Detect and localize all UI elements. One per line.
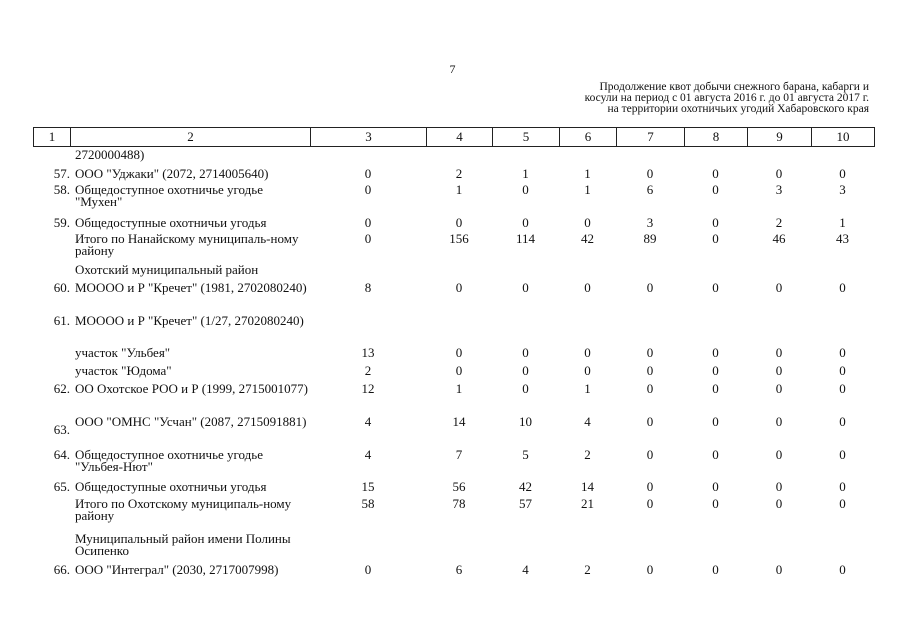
value-col-8: 0 xyxy=(712,479,719,494)
value-col-6: 0 xyxy=(584,280,591,295)
column-header-2: 2 xyxy=(71,128,311,147)
table-row xyxy=(33,233,874,264)
value-col-8: 0 xyxy=(712,345,719,360)
table-row xyxy=(33,383,874,416)
column-header-10: 10 xyxy=(812,128,875,147)
value-col-4: 0 xyxy=(455,280,463,295)
value-col-9: 0 xyxy=(775,363,783,378)
row-name: ООО "Интеграл" (2030, 2717007998) xyxy=(75,562,279,577)
value-col-7: 0 xyxy=(646,562,654,577)
value-col-10: 0 xyxy=(839,447,846,462)
row-number: 58. xyxy=(53,182,70,197)
value-col-5: 42 xyxy=(519,479,532,494)
table-row xyxy=(33,315,874,347)
value-col-4: 1 xyxy=(455,182,463,197)
value-col-6: 0 xyxy=(584,363,591,378)
caption-line-1: Продолжение квот добычи снежного барана, кабарги и xyxy=(599,81,869,93)
value-col-10: 0 xyxy=(839,479,846,494)
value-col-5: 114 xyxy=(515,231,536,246)
value-col-9: 0 xyxy=(775,381,783,396)
table-row xyxy=(33,449,874,481)
row-name: ООО "ОМНС "Усчан" (2087, 2715091881) xyxy=(75,414,307,429)
column-header-table xyxy=(33,127,875,147)
row-name: МОООО и Р "Кречет" (1/27, 2702080240) xyxy=(75,313,304,328)
value-col-5: 5 xyxy=(522,447,529,462)
value-col-9: 2 xyxy=(775,215,783,230)
value-col-10: 0 xyxy=(839,562,846,577)
table-caption xyxy=(529,82,869,115)
value-col-10: 0 xyxy=(839,381,846,396)
value-col-8: 0 xyxy=(712,363,719,378)
value-col-10: 1 xyxy=(839,215,846,230)
column-header-4: 4 xyxy=(427,128,493,147)
table-row xyxy=(33,564,874,594)
value-col-3: 4 xyxy=(364,414,372,429)
value-col-4: 2 xyxy=(455,166,463,181)
value-col-5: 0 xyxy=(522,280,529,295)
column-header-1: 1 xyxy=(34,128,71,147)
value-col-9: 0 xyxy=(775,496,783,511)
column-header-3: 3 xyxy=(311,128,427,147)
value-col-8: 0 xyxy=(712,166,719,181)
value-col-10: 0 xyxy=(839,363,846,378)
value-col-9: 0 xyxy=(775,345,783,360)
row-number: 62. xyxy=(53,381,70,396)
column-header-row xyxy=(34,128,875,147)
value-col-4: 78 xyxy=(452,496,466,511)
row-name: Общедоступное охотничье угодье "Ульбея-Нют" xyxy=(75,447,263,474)
value-col-5: 0 xyxy=(522,363,529,378)
table-row xyxy=(33,498,874,533)
value-col-7: 6 xyxy=(646,182,654,197)
value-col-5: 4 xyxy=(522,562,529,577)
value-col-9: 0 xyxy=(775,414,783,429)
quota-table-body xyxy=(33,149,874,594)
row-name: Муниципальный район имени Полины Осипенко xyxy=(75,531,291,558)
value-col-6: 21 xyxy=(581,496,594,511)
value-col-5: 10 xyxy=(519,414,532,429)
row-name: участок "Юдома" xyxy=(75,363,172,378)
value-col-4: 1 xyxy=(455,381,463,396)
row-number: 64. xyxy=(53,447,70,462)
value-col-3: 15 xyxy=(361,479,375,494)
value-col-6: 4 xyxy=(584,414,591,429)
value-col-4: 156 xyxy=(449,231,469,246)
section-heading xyxy=(33,533,874,564)
value-col-7: 0 xyxy=(646,280,654,295)
value-col-3: 13 xyxy=(361,345,375,360)
value-col-6: 2 xyxy=(584,562,591,577)
value-col-9: 0 xyxy=(775,479,783,494)
value-col-7: 0 xyxy=(646,479,654,494)
value-col-7: 0 xyxy=(646,166,654,181)
column-header-5: 5 xyxy=(493,128,560,147)
value-col-6: 1 xyxy=(584,182,591,197)
value-col-7: 0 xyxy=(646,345,654,360)
caption-line-3: на территории охотничьих угодий Хабаровского края xyxy=(607,103,869,115)
value-col-5: 1 xyxy=(522,166,529,181)
value-col-10: 43 xyxy=(836,231,849,246)
table-row xyxy=(33,416,874,449)
value-col-8: 0 xyxy=(712,562,719,577)
row-number: 60. xyxy=(53,280,70,295)
value-col-10: 0 xyxy=(839,166,846,181)
row-name: Общедоступное охотничье угодье "Мухен" xyxy=(75,182,263,209)
row-name: 2720000488) xyxy=(75,147,145,162)
value-col-6: 1 xyxy=(584,381,591,396)
row-number: 59. xyxy=(53,215,70,230)
value-col-5: 57 xyxy=(519,496,532,511)
value-col-5: 0 xyxy=(522,345,529,360)
value-col-7: 0 xyxy=(646,447,654,462)
value-col-6: 2 xyxy=(584,447,591,462)
row-name: ОО Охотское РОО и Р (1999, 2715001077) xyxy=(75,381,308,396)
value-col-5: 0 xyxy=(522,215,529,230)
row-number: 66. xyxy=(53,562,70,577)
value-col-6: 0 xyxy=(584,215,591,230)
value-col-3: 0 xyxy=(364,231,372,246)
value-col-7: 0 xyxy=(646,381,654,396)
value-col-4: 14 xyxy=(452,414,466,429)
column-header-7: 7 xyxy=(617,128,685,147)
row-name: Общедоступные охотничьи угодья xyxy=(75,479,267,494)
value-col-10: 0 xyxy=(839,345,846,360)
value-col-8: 0 xyxy=(712,215,719,230)
value-col-3: 0 xyxy=(364,562,372,577)
value-col-3: 0 xyxy=(364,182,372,197)
row-name: МОООО и Р "Кречет" (1981, 2702080240) xyxy=(75,280,307,295)
value-col-3: 0 xyxy=(364,215,372,230)
row-name: ООО "Уджаки" (2072, 2714005640) xyxy=(75,166,269,181)
value-col-9: 0 xyxy=(775,447,783,462)
value-col-8: 0 xyxy=(712,496,719,511)
value-col-8: 0 xyxy=(712,231,719,246)
row-name: участок "Ульбея" xyxy=(75,345,171,360)
value-col-9: 0 xyxy=(775,562,783,577)
value-col-8: 0 xyxy=(712,182,719,197)
value-col-4: 7 xyxy=(455,447,463,462)
row-name: Общедоступные охотничьи угодья xyxy=(75,215,267,230)
value-col-6: 14 xyxy=(581,479,594,494)
value-col-10: 0 xyxy=(839,414,846,429)
value-col-3: 2 xyxy=(364,363,372,378)
column-header-8: 8 xyxy=(685,128,748,147)
value-col-8: 0 xyxy=(712,414,719,429)
row-name: Итого по Нанайскому муниципаль-ному району xyxy=(75,231,299,258)
row-name: Охотский муниципальный район xyxy=(75,262,259,277)
value-col-6: 42 xyxy=(581,231,594,246)
value-col-3: 8 xyxy=(364,280,372,295)
row-number: 61. xyxy=(53,313,70,328)
value-col-9: 3 xyxy=(775,182,783,197)
table-row xyxy=(33,282,874,315)
table-row xyxy=(33,184,874,217)
value-col-9: 0 xyxy=(775,166,783,181)
value-col-4: 56 xyxy=(452,479,466,494)
value-col-6: 0 xyxy=(584,345,591,360)
value-col-7: 3 xyxy=(646,215,654,230)
column-header-9: 9 xyxy=(748,128,812,147)
row-name: Итого по Охотскому муниципаль-ному району xyxy=(75,496,292,523)
value-col-8: 0 xyxy=(712,447,719,462)
value-col-4: 0 xyxy=(455,215,463,230)
column-header-6: 6 xyxy=(560,128,617,147)
value-col-7: 0 xyxy=(646,496,654,511)
value-col-5: 0 xyxy=(522,182,529,197)
value-col-4: 0 xyxy=(455,345,463,360)
value-col-7: 0 xyxy=(646,414,654,429)
row-number: 57. xyxy=(53,166,70,181)
value-col-10: 3 xyxy=(839,182,846,197)
row-number: 65. xyxy=(53,479,70,494)
value-col-9: 46 xyxy=(772,231,786,246)
value-col-6: 1 xyxy=(584,166,591,181)
row-number: 63. xyxy=(53,422,70,437)
value-col-7: 0 xyxy=(646,363,654,378)
value-col-9: 0 xyxy=(775,280,783,295)
value-col-3: 4 xyxy=(364,447,372,462)
value-col-4: 6 xyxy=(455,562,463,577)
value-col-5: 0 xyxy=(522,381,529,396)
value-col-4: 0 xyxy=(455,363,463,378)
value-col-7: 89 xyxy=(643,231,657,246)
value-col-8: 0 xyxy=(712,381,719,396)
value-col-10: 0 xyxy=(839,280,846,295)
value-col-10: 0 xyxy=(839,496,846,511)
value-col-3: 0 xyxy=(364,166,372,181)
page-number: 7 xyxy=(449,62,456,76)
value-col-8: 0 xyxy=(712,280,719,295)
caption-line-2: косули на период с 01 августа 2016 г. до 01 августа 2017 г. xyxy=(584,92,869,104)
value-col-3: 12 xyxy=(361,381,375,396)
value-col-3: 58 xyxy=(361,496,375,511)
